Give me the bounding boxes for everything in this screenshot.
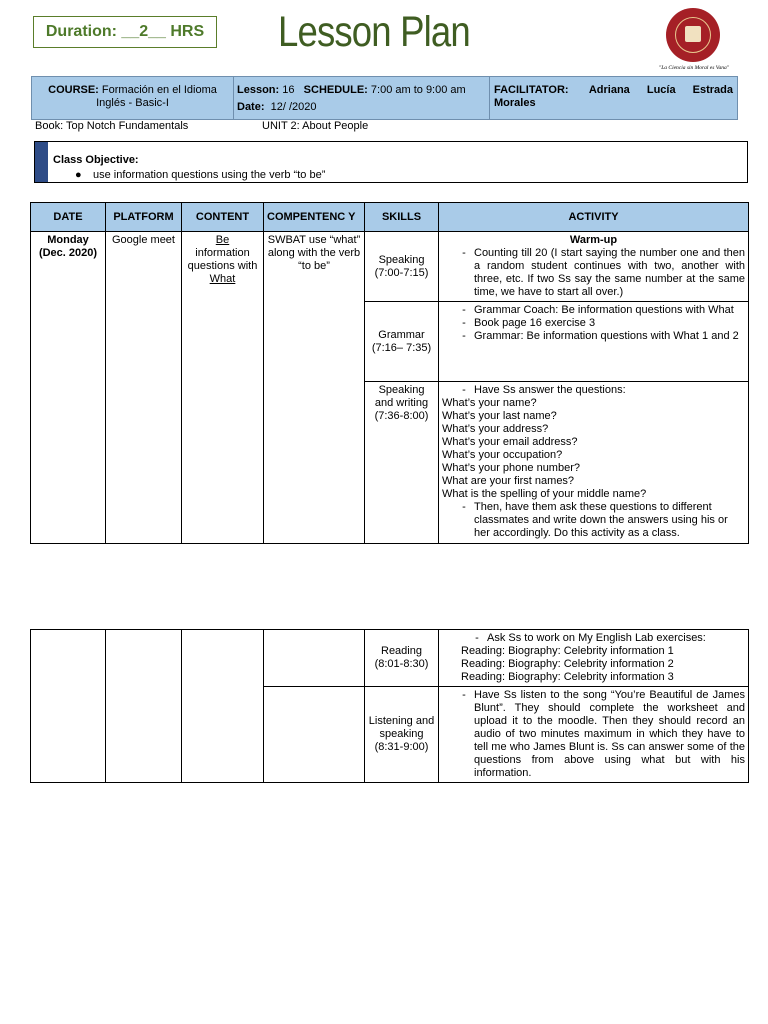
warmup-heading: Warm-up [569, 234, 618, 246]
question-item: What’s your last name? [442, 410, 557, 422]
dash-icon: - [462, 317, 466, 329]
activity-item: Have Ss listen to the song “You’re Beautiful de James Blunt”. They should complete the worksheet and upload it to the moodle. Then they should record an audio of two minutes maximum in which they have to tell me who James Blunt is. Ss can answer some of the questions from above using what but with his information. [474, 689, 745, 779]
dash-icon: - [462, 330, 466, 342]
dash-icon: - [462, 501, 466, 513]
course-info-bar [31, 76, 738, 120]
dash-icon: - [462, 689, 466, 701]
activity-cell [439, 382, 749, 544]
dash-icon: - [475, 632, 479, 644]
schedule-label: SCHEDULE: [303, 84, 368, 96]
skill-reading: Reading (8:01-8:30) [374, 645, 429, 670]
header-date: DATE [31, 203, 106, 232]
skill-speaking-writing: Speaking and writing (7:36-8:00) [374, 384, 429, 422]
activity-intro: Have Ss answer the questions: [474, 384, 626, 396]
date-cell-empty [31, 630, 106, 783]
question-item: What’s your name? [442, 397, 537, 409]
bullet-icon: ● [75, 169, 82, 181]
platform-value: Google meet [112, 234, 175, 246]
skill-cell [365, 630, 439, 687]
activity-item: Book page 16 exercise 3 [474, 317, 596, 329]
dash-icon: - [462, 384, 466, 396]
table-row [31, 232, 749, 302]
content-cell [182, 232, 264, 544]
platform-cell [106, 232, 182, 544]
content-cell-empty [182, 630, 264, 783]
objective-item: use information questions using the verb “to be” [93, 169, 326, 181]
platform-cell-empty [106, 630, 182, 783]
question-item: What’s your email address? [442, 436, 578, 448]
content-text: information questions with [187, 247, 258, 272]
date-label: Date: [237, 101, 265, 113]
course-value: Formación en el Idioma Inglés - Basic-I [96, 84, 217, 109]
date-month: (Dec. 2020) [38, 247, 98, 259]
activity-item: Grammar Coach: Be information questions with What [474, 304, 734, 316]
course-cell [32, 77, 234, 119]
header-activity: ACTIVITY [439, 203, 749, 232]
facilitator-cell: FACILITATOR: Adriana Lucía Estrada Morales [494, 84, 733, 109]
skill-listening-speaking: Listening and speaking (8:31-9:00) [368, 715, 435, 753]
lesson-value: 16 [282, 84, 295, 96]
skill-cell [365, 687, 439, 783]
activity-line: Reading: Biography: Celebrity information 3 [461, 671, 674, 683]
skill-cell [365, 302, 439, 382]
page-title: Lesson Plan [278, 8, 470, 56]
question-item: What’s your phone number? [442, 462, 580, 474]
question-item: What is the spelling of your middle name? [442, 488, 647, 500]
schedule-value: 7:00 am to 9:00 am [370, 84, 466, 96]
seal-motto: "La Ciencia sin Moral es Vana" [658, 65, 730, 71]
lesson-cell [234, 77, 490, 119]
skill-cell [365, 382, 439, 544]
activity-item: Counting till 20 (I start saying the number one and then a random student continues with two, another with three, etc. If two Ss say the same number at the same time, we have to start all over.) [474, 247, 745, 298]
university-seal-icon [666, 8, 720, 62]
activity-outro: Then, have them ask these questions to different classmates and write down the answers using his or her accordingly. Do this activity as a class. [474, 501, 728, 539]
skill-cell [365, 232, 439, 302]
activity-intro: Ask Ss to work on My English Lab exercises: [487, 632, 706, 644]
date-day: Monday [47, 234, 89, 246]
duration-box [33, 16, 217, 48]
date-value: 12/ /2020 [270, 101, 317, 113]
lesson-table [30, 202, 749, 544]
activity-item: Grammar: Be information questions with What 1 and 2 [474, 330, 739, 342]
activity-cell [439, 232, 749, 302]
dash-icon: - [462, 247, 466, 259]
skill-speaking: Speaking (7:00-7:15) [374, 253, 429, 279]
activity-cell [439, 302, 749, 382]
header-platform: PLATFORM [106, 203, 182, 232]
course-label: COURSE: [48, 84, 99, 96]
facilitator-label: FACILITATOR: [494, 84, 569, 96]
activity-cell [439, 630, 749, 687]
date-cell [31, 232, 106, 544]
skill-grammar: Grammar (7:16– 7:35) [371, 328, 432, 354]
lesson-table-continued [30, 629, 749, 783]
activity-cell [439, 687, 749, 783]
competency-cell [264, 232, 365, 544]
book-title: Book: Top Notch Fundamentals [35, 120, 189, 132]
content-be: Be [215, 234, 230, 246]
competency-cell-empty [264, 630, 365, 687]
content-what: What [209, 273, 236, 285]
activity-line: Reading: Biography: Celebrity information 2 [461, 658, 674, 670]
objective-box [34, 141, 748, 183]
table-header-row [31, 203, 749, 232]
table-row [31, 630, 749, 687]
header-competency: COMPENTENC Y [264, 203, 365, 232]
question-item: What’s your occupation? [442, 449, 563, 461]
competency-value: SWBAT use “what” along with the verb “to be” [267, 234, 361, 272]
header-skills: SKILLS [365, 203, 439, 232]
question-item: What’s your address? [442, 423, 549, 435]
lesson-label: Lesson: [237, 84, 280, 96]
duration-label: Duration: __2__ HRS [45, 23, 205, 40]
unit-title: UNIT 2: About People [262, 120, 369, 132]
dash-icon: - [462, 304, 466, 316]
activity-line: Reading: Biography: Celebrity information 1 [461, 645, 674, 657]
objective-accent-bar [35, 142, 48, 182]
header-content: CONTENT [182, 203, 264, 232]
question-item: What are your first names? [442, 475, 575, 487]
objective-title: Class Objective: [53, 154, 139, 166]
competency-cell-empty [264, 687, 365, 783]
